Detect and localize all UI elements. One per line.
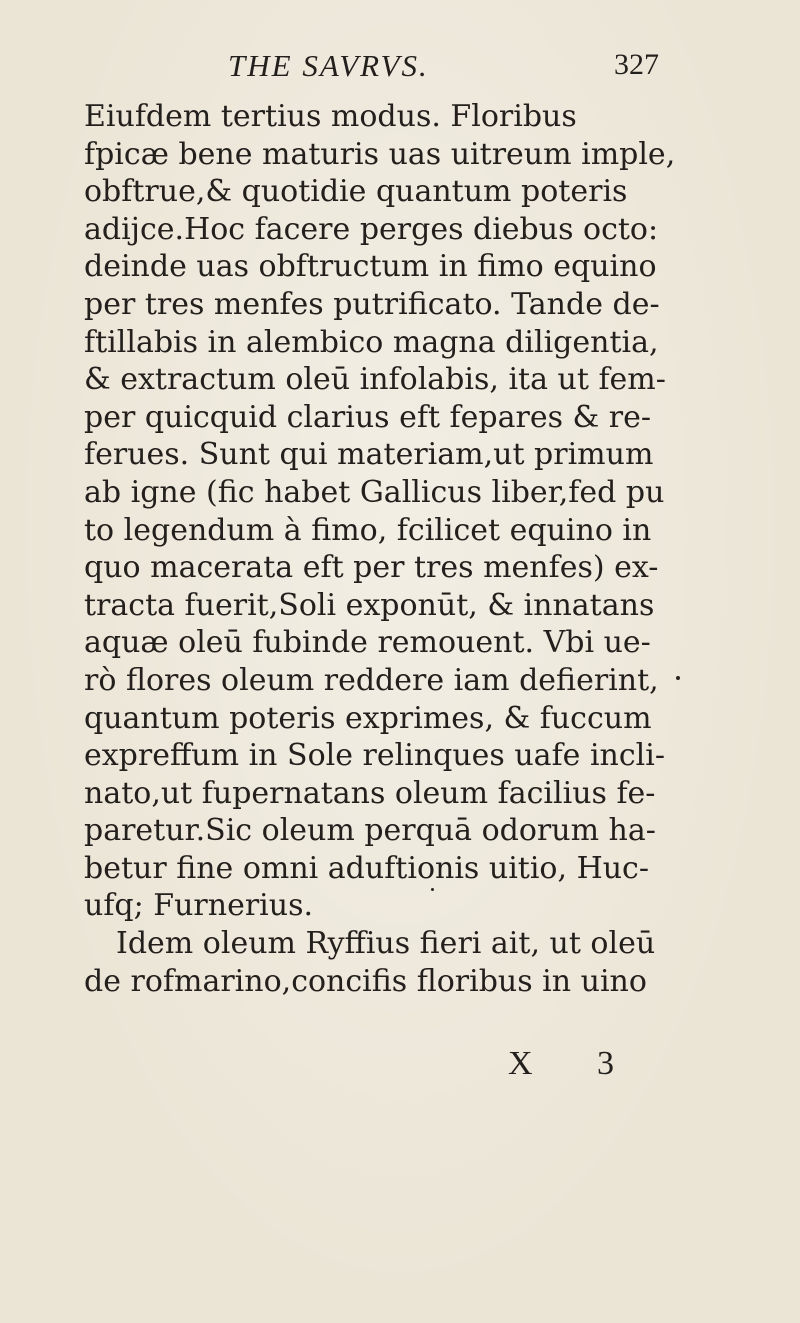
running-head <box>228 48 688 88</box>
text-line: aquæ oleū fubinde remouent. Vbi ue- <box>84 625 651 661</box>
text-line: deinde uas obftructum in fimo equino <box>84 249 657 285</box>
text-line: paretur.Sic oleum perquā odorum ha- <box>84 813 656 849</box>
text-line: adijce.Hoc facere perges diebus octo: <box>84 211 659 247</box>
text-line: tracta fuerit,Soli exponūt, & innatans <box>84 587 655 623</box>
text-line: obftrue,& quotidie quantum poteris <box>84 174 628 210</box>
running-title: THE SAVRVS. <box>228 48 429 83</box>
text-line: Eiufdem tertius modus. Floribus <box>84 99 577 134</box>
text-line: expreffum in Sole relinques uafe incli- <box>84 738 666 774</box>
page-number: 327 <box>614 48 659 81</box>
body-text <box>84 98 704 1000</box>
text-line: Idem oleum Ryffius fieri ait, ut oleū <box>116 926 656 962</box>
ink-speck <box>676 676 680 680</box>
text-line: betur fine omni aduftionis uitio, Huc- <box>84 850 649 886</box>
text-line: to legendum à fimo, fcilicet equino in <box>84 512 652 548</box>
text-line: fpicæ bene maturis uas uitreum imple, <box>84 136 676 172</box>
text-line: ferues. Sunt qui materiam,ut primum <box>84 437 654 473</box>
text-line: per tres menfes putrificato. Tande de- <box>84 286 660 322</box>
text-line: per quicquid clarius eft fepares & re- <box>84 399 651 435</box>
signature-mark: X 3 <box>508 1045 643 1082</box>
text-line: ab igne (fic habet Gallicus liber,fed pu <box>84 474 665 510</box>
text-line: ufq; Furnerius. <box>84 888 314 924</box>
ink-speck <box>431 888 434 891</box>
text-line: quantum poteris exprimes, & fuccum <box>84 700 652 736</box>
text-line: quo macerata eft per tres menfes) ex- <box>84 550 659 586</box>
text-line: de rofmarino,concifis floribus in uino <box>84 963 647 999</box>
text-line: rò flores oleum reddere iam defierint, <box>84 662 659 698</box>
text-line: nato,ut fupernatans oleum facilius fe- <box>84 775 656 811</box>
text-line: & extractum oleū infolabis, ita ut fem- <box>84 362 666 398</box>
text-line: ftillabis in alembico magna diligentia, <box>84 324 659 360</box>
